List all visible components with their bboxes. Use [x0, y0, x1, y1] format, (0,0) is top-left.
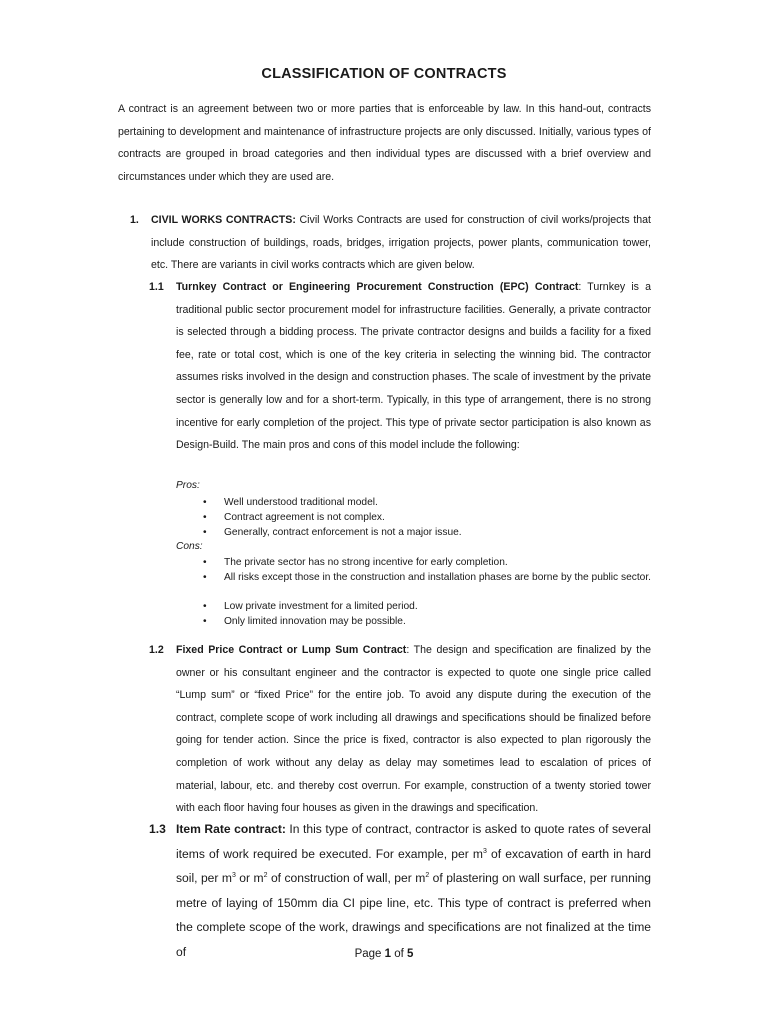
subsection-1-3-text: In this type of contract, contractor is asked to quote rates of several items of work required be executed. For example, per m [176, 822, 651, 861]
pros-label: Pros: [176, 480, 200, 491]
subsection-1-2-heading: Fixed Price Contract or Lump Sum Contract [176, 644, 407, 656]
document-title: CLASSIFICATION OF CONTRACTS [261, 66, 507, 82]
footer-page-total: 5 [407, 948, 414, 960]
superscript: 3 [482, 847, 487, 855]
superscript: 3 [231, 872, 236, 880]
subsection-1-3-paragraph [176, 817, 651, 965]
subsection-1-1-text: : Turnkey is a traditional public sector procurement model for infrastructure facilities. Generally, a private contractor is selected through a bidding process. The private contractor designs and builds a facility for a fixed fee, rate or total cost, which is one of the key criteria in selecting the winning bid. The contractor assumes risks involved in the design and construction phases. The scale of investment by the private sector is generally low and for a short-term. Typically, in this type of arrangement, there is no strong incentive for early completion of the project. This type of private sector participation is also known as Design-Build. The main pros and cons of this model include the following: [176, 281, 652, 452]
subsection-1-2-text: : The design and specification are finalized by the owner or his consultant engineer and the contractor is expected to quote one single price called “Lump sum” or “fixed Price” for the entire job. To avoid any dispute during the execution of the contract, complete scope of work including all drawings and specifications should be finalized before going for tender action. Since the price is fixed, contractor is also expected to plan rigorously the completion of work without any delay as delay may sometimes lead to escalation of prices of material, labour, etc. and thereby cost overrun. For example, construction of a twenty storied tower with each floor having four houses as given in the drawings and specification. [176, 644, 651, 815]
subsection-1-1-heading: Turnkey Contract or Engineering Procurement Construction (EPC) Contract [176, 281, 579, 293]
section-1-number: 1. [130, 214, 139, 226]
intro-paragraph: A contract is an agreement between two or more parties that is enforceable by law. In this hand-out, contracts pertaining to development and maintenance of infrastructure projects are only discussed. Initially, various types of contracts are grouped in broad categories and then individual types are discussed with a brief overview and circumstances under which they are used are. [118, 103, 651, 183]
superscript: 2 [425, 872, 430, 880]
section-1-heading: CIVIL WORKS CONTRACTS: [151, 214, 296, 226]
subsection-1-2-paragraph [176, 639, 651, 820]
superscript: 2 [263, 872, 268, 880]
section-1-text: Civil Works Contracts are used for construction of civil works/projects that include construction of buildings, roads, bridges, irrigation projects, power plants, communication tower, etc. There are variants in civil works contracts which are given below. [151, 214, 651, 272]
footer-page-number: 1 [384, 948, 392, 960]
subsection-1-3-heading: Item Rate contract: [176, 822, 286, 836]
page-footer [0, 948, 768, 960]
subsection-1-1-number: 1.1 [149, 281, 164, 293]
footer-page-word: Page [354, 948, 385, 960]
subsection-1-3-text: of excavation of earth in hard soil, per m [176, 846, 651, 886]
subsection-1-2-number: 1.2 [149, 644, 164, 656]
subsection-1-3-text: of plastering on wall surface, per running metre of laying of 150mm dia CI pipe line, etc. This type of contract is preferred when the complete scope of the work, drawings and specifications are not finalized at the time of [176, 871, 651, 959]
subsection-1-3-text: or m [235, 871, 264, 886]
cons-label: Cons: [176, 541, 203, 552]
document-page: CLASSIFICATION OF CONTRACTS A contract is an agreement between two or more parties that is enforceable by law. In this hand-out, contracts pertaining to development and maintenance of infrastructure projects are only discussed. Initially, various types of contracts are grouped in broad categories and then individual types are discussed with a brief overview and circumstances under which they are used are. 1. CIVIL WORKS CONTRACTS: Civil Works Contracts are used for construction of civil works/projects that include construction of buildings, roads, bridges, irrigation projects, power plants, communication tower, etc. There are variants in civil works contracts which are given below. 1.1 Turnkey Contract or Engineering Procurement Construction (EPC) Contract: Turnkey is a traditional public sector procurement model for infrastructure facilities. Generally, a private contractor is selected through a bidding process. The private contractor designs and builds a facility for a fixed fee, rate or total cost, which is one of the key criteria in selecting the winning bid. The contractor assumes risks involved in the design and construction phases. The scale of investment by the private sector is generally low and for a short-term. Typically, in this type of arrangement, there is no strong incentive for early completion of the project. This type of private sector participation is also known as Design-Build. The main pros and cons of this model include the following: Pros: • Well understood traditional model. • Contract agreement is not complex. • Generally, contract enforcement is not a major issue. Cons: • The private sector has no strong incentive for early completion. • All risks except those in the construction and installation phases are borne by the public sector. • Low private investment for a limited period. • Only limited innovation may be possible. 1.2 Fixed Price Contract or Lump Sum Contract: The design and specification are finalized by the owner or his consultant engineer and the contractor is expected to quote one single price called “Lump sum” or “fixed Price” for the entire job. To avoid any dispute during the execution of the contract, complete scope of work including all drawings and specifications should be finalized before going for tender action. Since the price is fixed, contractor is also expected to plan rigorously the completion of work without any delay as delay may sometimes lead to escalation of prices of material, labour, etc. and thereby cost overrun. For example, construction of a twenty storied tower with each floor having four houses as given in the drawings and specification. 1.3 Item Rate contract: In this type of contract, contractor is asked to quote rates of several items of work required be executed. For example, per $m^3$ of excavation of earth in hard soil, per $m^3$ or $m^2$ of construction of wall, per $m^2$ of plastering on wall surface, per running metre of laying of 150mm dia CI pipe line, etc. This type of contract is preferred when the complete scope of the work, drawings and specifications are not finalized at the time of Page 1 of 5 [0, 0, 768, 1024]
subsection-1-3-number: 1.3 [149, 822, 166, 836]
subsection-1-1-paragraph [176, 276, 651, 457]
section-1-paragraph [151, 209, 651, 277]
subsection-1-3-text: of construction of wall, per m [267, 871, 426, 886]
footer-of-word: of [391, 948, 408, 960]
